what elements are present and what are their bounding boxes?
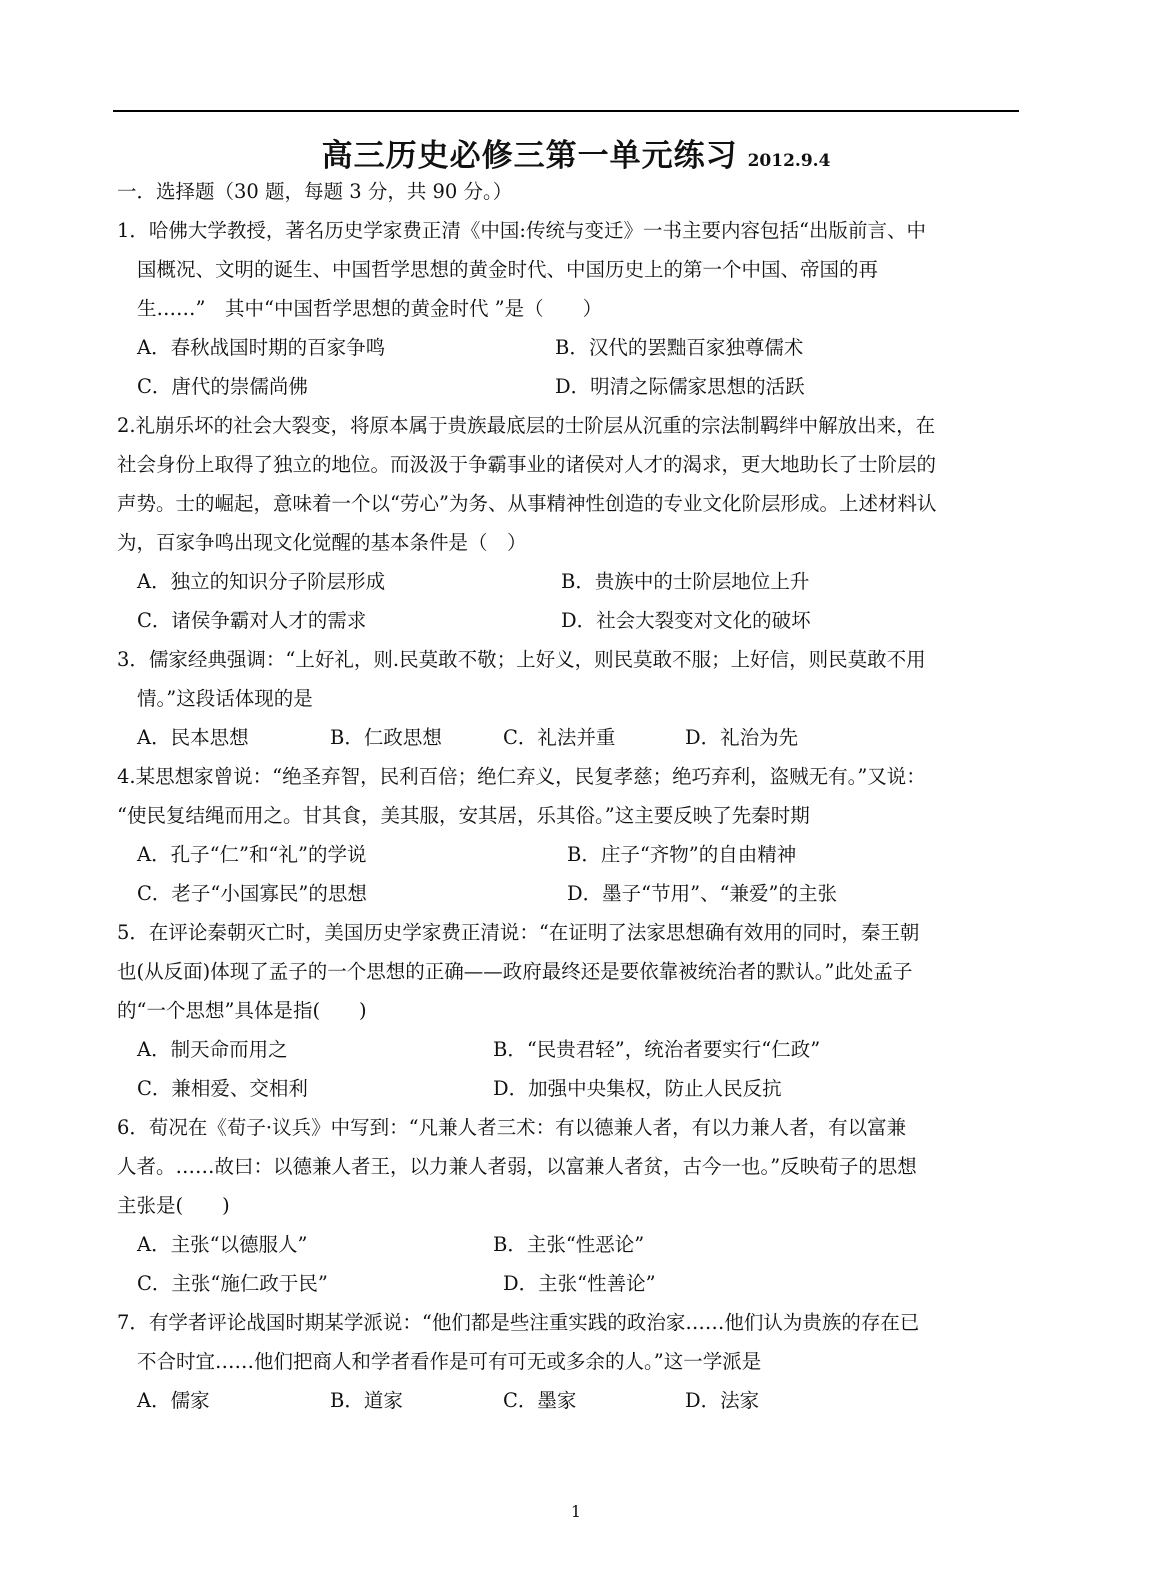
question-text: 6．荀况在《荀子·议兵》中写到：“凡兼人者三术：有以德兼人者，有以力兼人者，有以富兼 <box>117 1116 907 1139</box>
question-body <box>117 172 1021 1420</box>
options-row <box>117 1264 1021 1303</box>
question-text: 4.某思想家曾说：“绝圣弃智，民利百倍；绝仁弃义，民复孝慈；绝巧弃利，盗贼无有。”又说： <box>117 765 926 788</box>
question-5 <box>117 913 1021 1108</box>
question-text: 情。”这段话体现的是 <box>137 687 313 710</box>
question-text: 人者。……故曰：以德兼人者王，以力兼人者弱，以富兼人者贫，古今一也。”反映荀子的思想 <box>117 1155 917 1178</box>
question-7 <box>117 1303 1021 1420</box>
options-row <box>117 874 1021 913</box>
option-b[interactable]: B．贵族中的士阶层地位上升 <box>561 570 810 593</box>
option-a[interactable]: A．独立的知识分子阶层形成 <box>137 570 386 593</box>
options-row <box>117 601 1021 640</box>
question-text: 社会身份上取得了独立的地位。而汲汲于争霸事业的诸侯对人才的渴求，更大地助长了士阶层的 <box>117 453 937 476</box>
question-text: 1．哈佛大学教授，著名历史学家费正清《中国:传统与变迁》一书主要内容包括“出版前言、中 <box>117 219 926 242</box>
options-row <box>117 1381 1021 1420</box>
question-text: 为，百家争鸣出现文化觉醒的基本条件是（ ） <box>117 531 527 554</box>
option-d[interactable]: D．社会大裂变对文化的破坏 <box>561 609 811 632</box>
option-b[interactable]: B．“民贵君轻”，统治者要实行“仁政” <box>493 1038 821 1061</box>
option-c[interactable]: C．老子“小国寡民”的思想 <box>137 882 367 905</box>
option-a[interactable]: A．儒家 <box>137 1389 210 1412</box>
title-line <box>0 130 1152 175</box>
page-number: 1 <box>570 1502 582 1521</box>
question-text: 不合时宜……他们把商人和学者看作是可有可无或多余的人。”这一学派是 <box>137 1350 762 1373</box>
options-row <box>117 367 1021 406</box>
question-2 <box>117 406 1021 640</box>
option-b[interactable]: B．道家 <box>330 1389 403 1412</box>
option-b[interactable]: B．汉代的罢黜百家独尊儒术 <box>555 336 804 359</box>
question-text: 2.礼崩乐坏的社会大裂变，将原本属于贵族最底层的士阶层从沉重的宗法制羁绊中解放出来，在 <box>117 414 936 437</box>
options-row <box>117 328 1021 367</box>
option-d[interactable]: D．明清之际儒家思想的活跃 <box>555 375 805 398</box>
option-d[interactable]: D．主张“性善论” <box>503 1272 656 1295</box>
option-a[interactable]: A．民本思想 <box>137 726 249 749</box>
question-text: 3．儒家经典强调：“上好礼，则.民莫敢不敬；上好义，则民莫敢不服；上好信，则民莫敢不用 <box>117 648 926 671</box>
option-d[interactable]: D．礼治为先 <box>685 726 799 749</box>
option-d[interactable]: D．墨子“节用”、“兼爱”的主张 <box>567 882 838 905</box>
option-d[interactable]: D．法家 <box>685 1389 760 1412</box>
option-c[interactable]: C．主张“施仁政于民” <box>137 1272 328 1295</box>
question-text: 国概况、文明的诞生、中国哲学思想的黄金时代、中国历史上的第一个中国、帝国的再 <box>137 258 879 281</box>
option-b[interactable]: B．主张“性恶论” <box>493 1233 645 1256</box>
options-row <box>117 835 1021 874</box>
header-rule <box>113 110 1019 112</box>
option-a[interactable]: A．制天命而用之 <box>137 1038 288 1061</box>
option-a[interactable]: A．孔子“仁”和“礼”的学说 <box>137 843 367 866</box>
options-row <box>117 562 1021 601</box>
option-d[interactable]: D．加强中央集权，防止人民反抗 <box>493 1077 782 1100</box>
option-a[interactable]: A．春秋战国时期的百家争鸣 <box>137 336 386 359</box>
question-3 <box>117 640 1021 757</box>
question-text: 声势。士的崛起，意味着一个以“劳心”为务、从事精神性创造的专业文化阶层形成。上述材料认 <box>117 492 937 515</box>
question-text: 也(从反面)体现了孟子的一个思想的正确——政府最终还是要依靠被统治者的默认。”此处孟子 <box>117 960 913 983</box>
options-row <box>117 1069 1021 1108</box>
options-row <box>117 1225 1021 1264</box>
options-row <box>117 1030 1021 1069</box>
question-4 <box>117 757 1021 913</box>
exam-date: 2012.9.4 <box>747 151 831 171</box>
question-text: 5．在评论秦朝灭亡时，美国历史学家费正清说：“在证明了法家思想确有效用的同时，秦王朝 <box>117 921 920 944</box>
option-b[interactable]: B．庄子“齐物”的自由精神 <box>567 843 797 866</box>
question-text: 7．有学者评论战国时期某学派说：“他们都是些注重实践的政治家……他们认为贵族的存在已 <box>117 1311 920 1334</box>
option-c[interactable]: C．礼法并重 <box>503 726 616 749</box>
question-6 <box>117 1108 1021 1303</box>
option-c[interactable]: C．唐代的崇儒尚佛 <box>137 375 308 398</box>
question-1 <box>117 211 1021 406</box>
option-b[interactable]: B．仁政思想 <box>330 726 442 749</box>
question-text: 的“一个思想”具体是指( ) <box>117 999 367 1022</box>
page-title: 高三历史必修三第一单元练习 <box>321 138 738 174</box>
question-text: “使民复结绳而用之。甘其食，美其服，安其居，乐其俗。”这主要反映了先秦时期 <box>117 804 810 827</box>
option-c[interactable]: C．兼相爱、交相利 <box>137 1077 308 1100</box>
option-a[interactable]: A．主张“以德服人” <box>137 1233 308 1256</box>
options-row <box>117 718 1021 757</box>
section-heading: 一．选择题（30 题，每题 3 分，共 90 分。） <box>117 180 513 203</box>
option-c[interactable]: C．墨家 <box>503 1389 577 1412</box>
question-text: 生……” 其中“中国哲学思想的黄金时代 ”是（ ） <box>137 297 603 320</box>
question-text: 主张是( ) <box>117 1194 230 1217</box>
option-c[interactable]: C．诸侯争霸对人才的需求 <box>137 609 367 632</box>
